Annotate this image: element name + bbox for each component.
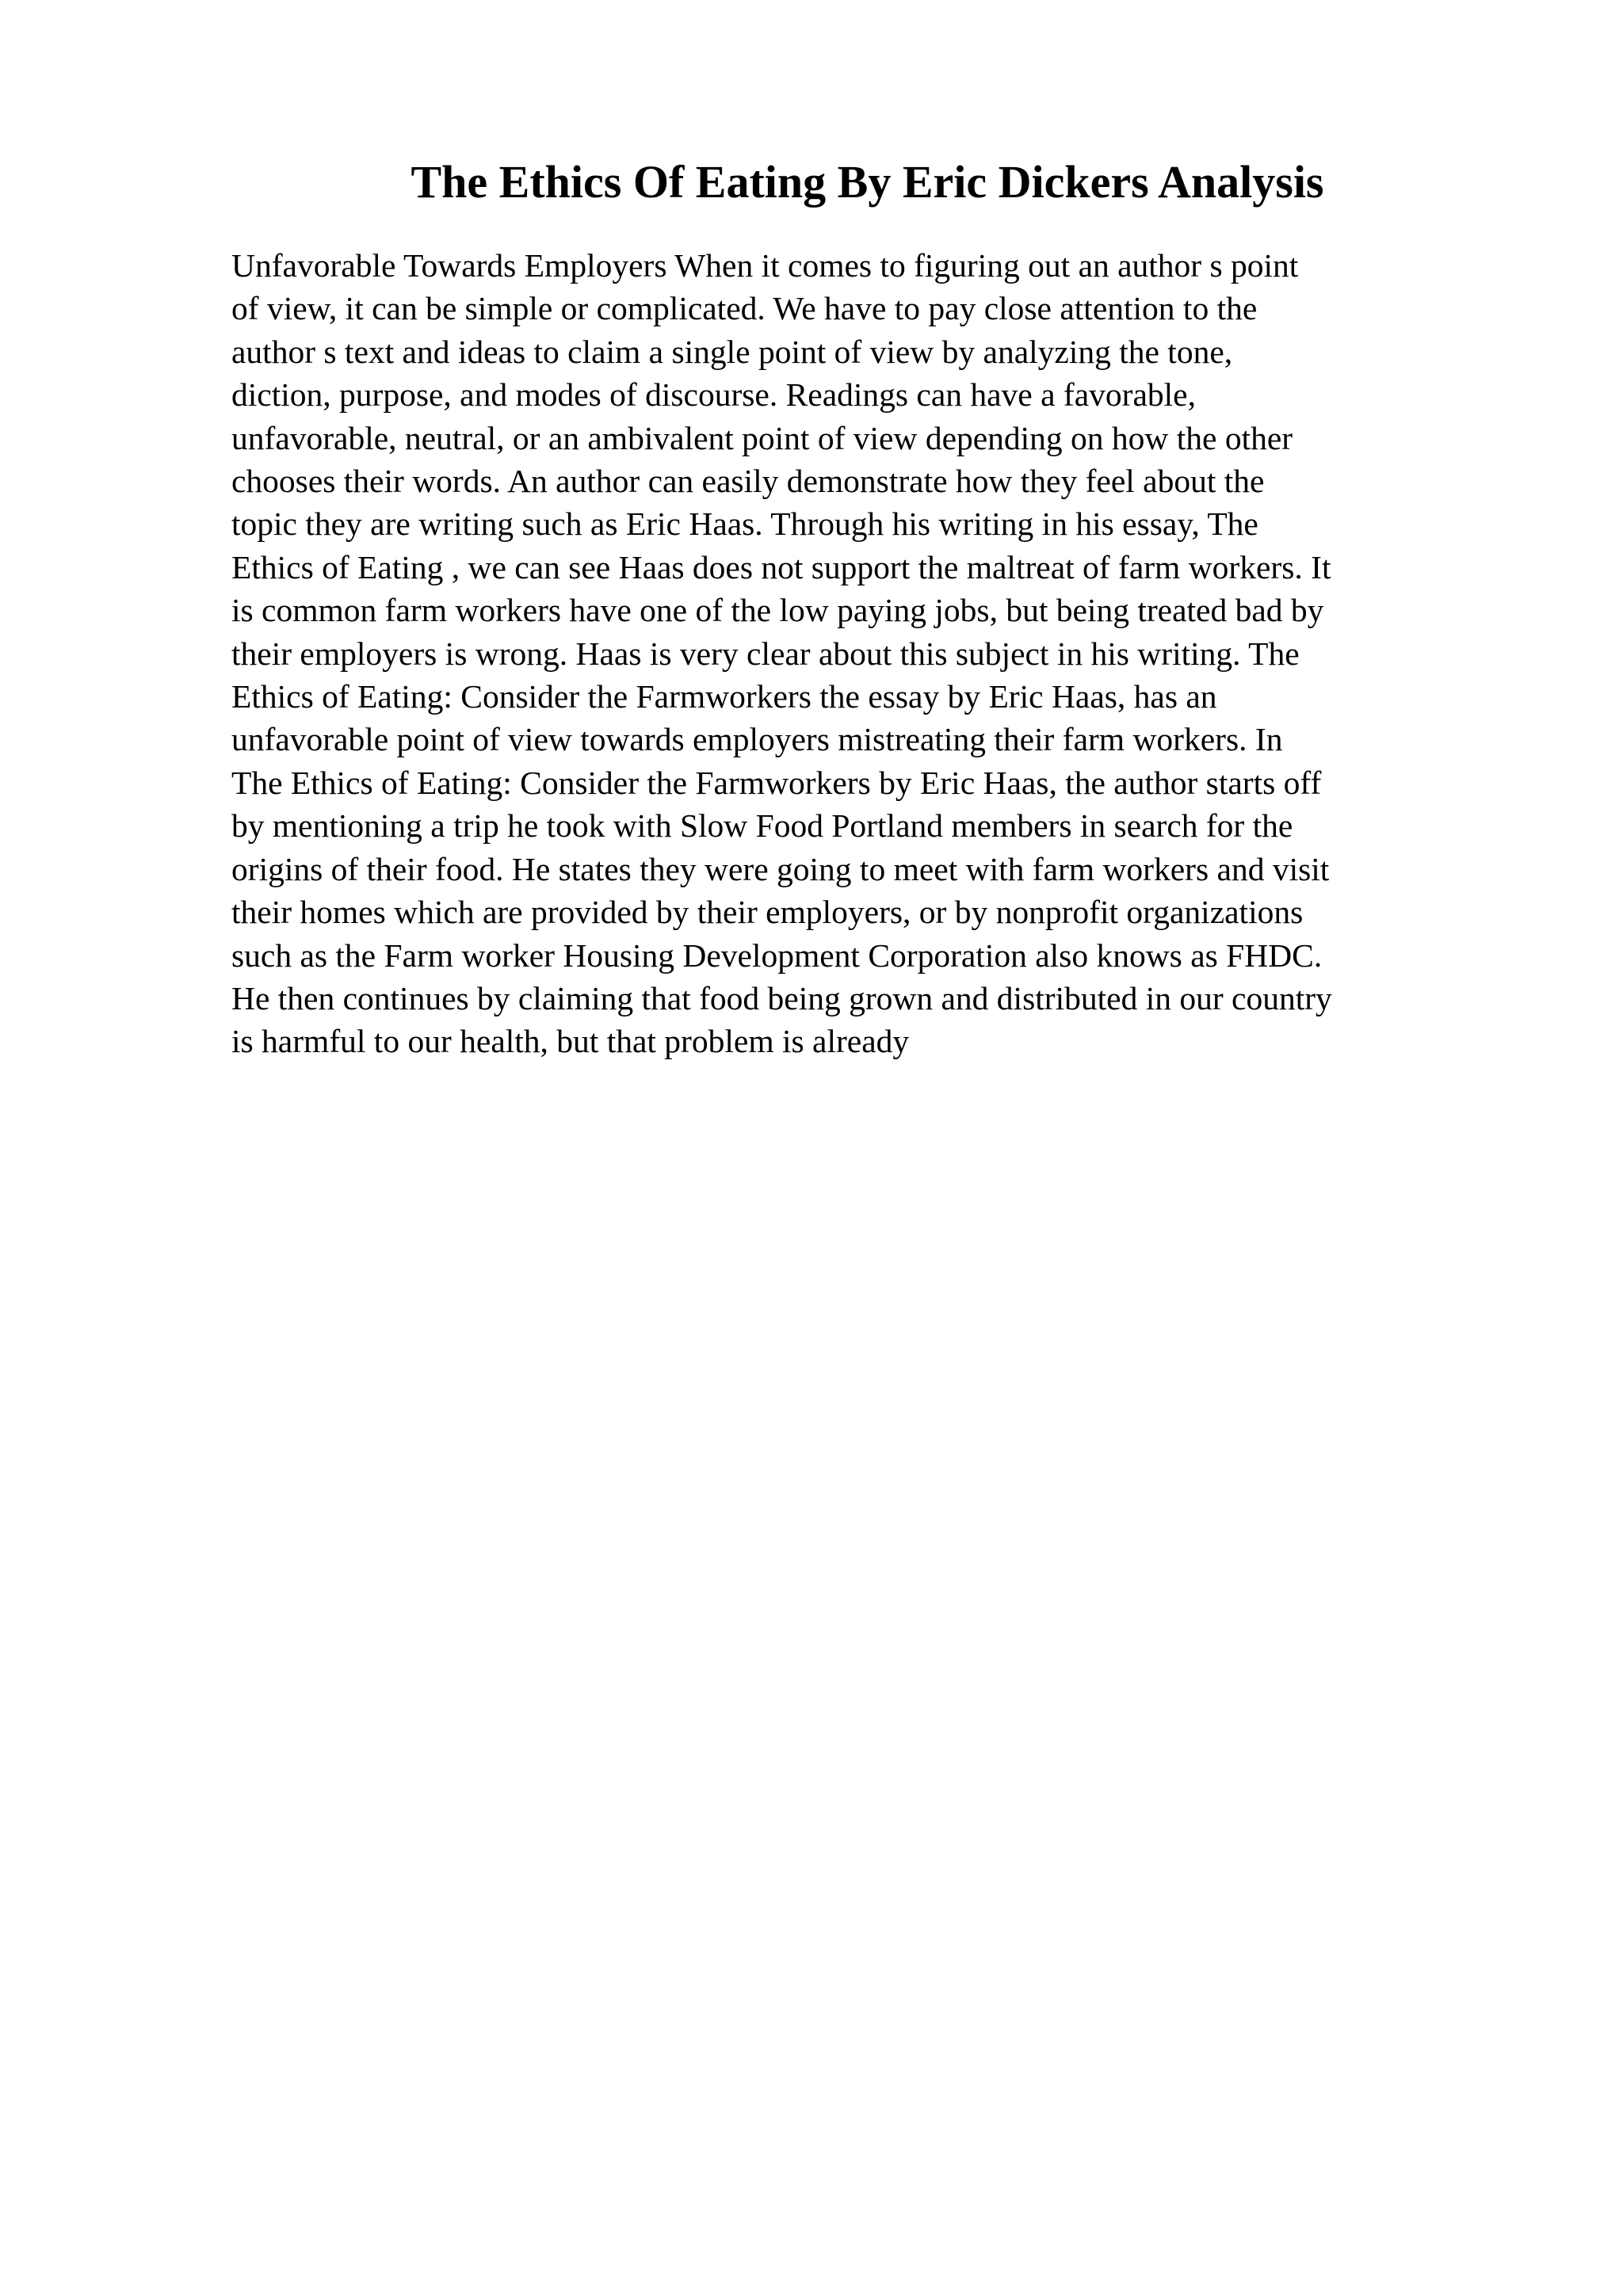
body-line: origins of their food. He states they were going to meet with farm workers and visit: [231, 850, 1330, 887]
document-title: The Ethics Of Eating By Eric Dickers Analysis: [411, 156, 1324, 208]
body-line: their employers is wrong. Haas is very clear about this subject in his writing. The: [231, 635, 1300, 672]
body-line: Ethics of Eating: Consider the Farmworkers the essay by Eric Haas, has an: [231, 678, 1217, 715]
body-line: unfavorable point of view towards employers mistreating their farm workers. In: [231, 721, 1283, 758]
body-line: such as the Farm worker Housing Development Corporation also knows as FHDC.: [231, 936, 1323, 974]
body-line: Unfavorable Towards Employers When it comes to figuring out an author s point: [231, 247, 1299, 284]
body-line: diction, purpose, and modes of discourse. Readings can have a favorable,: [231, 376, 1196, 414]
body-line: The Ethics of Eating: Consider the Farmworkers by Eric Haas, the author starts off: [231, 764, 1322, 801]
body-line: is common farm workers have one of the low paying jobs, but being treated bad by: [231, 592, 1324, 629]
body-line: by mentioning a trip he took with Slow Food Portland members in search for the: [231, 807, 1293, 845]
body-line: He then continues by claiming that food being grown and distributed in our country: [231, 979, 1332, 1016]
body-line: their homes which are provided by their employers, or by nonprofit organizations: [231, 894, 1304, 931]
body-line: is harmful to our health, but that problem is already: [231, 1023, 910, 1060]
body-line: chooses their words. An author can easily demonstrate how they feel about the: [231, 463, 1265, 500]
body-line: of view, it can be simple or complicated. We have to pay close attention to the: [231, 290, 1258, 327]
body-line: topic they are writing such as Eric Haas. Through his writing in his essay, The: [231, 505, 1258, 543]
document-body: [231, 244, 1484, 1063]
body-line: Ethics of Eating , we can see Haas does not support the maltreat of farm workers. It: [231, 548, 1331, 585]
body-line: unfavorable, neutral, or an ambivalent point of view depending on how the other: [231, 419, 1293, 456]
body-line: author s text and ideas to claim a single point of view by analyzing the tone,: [231, 333, 1233, 370]
